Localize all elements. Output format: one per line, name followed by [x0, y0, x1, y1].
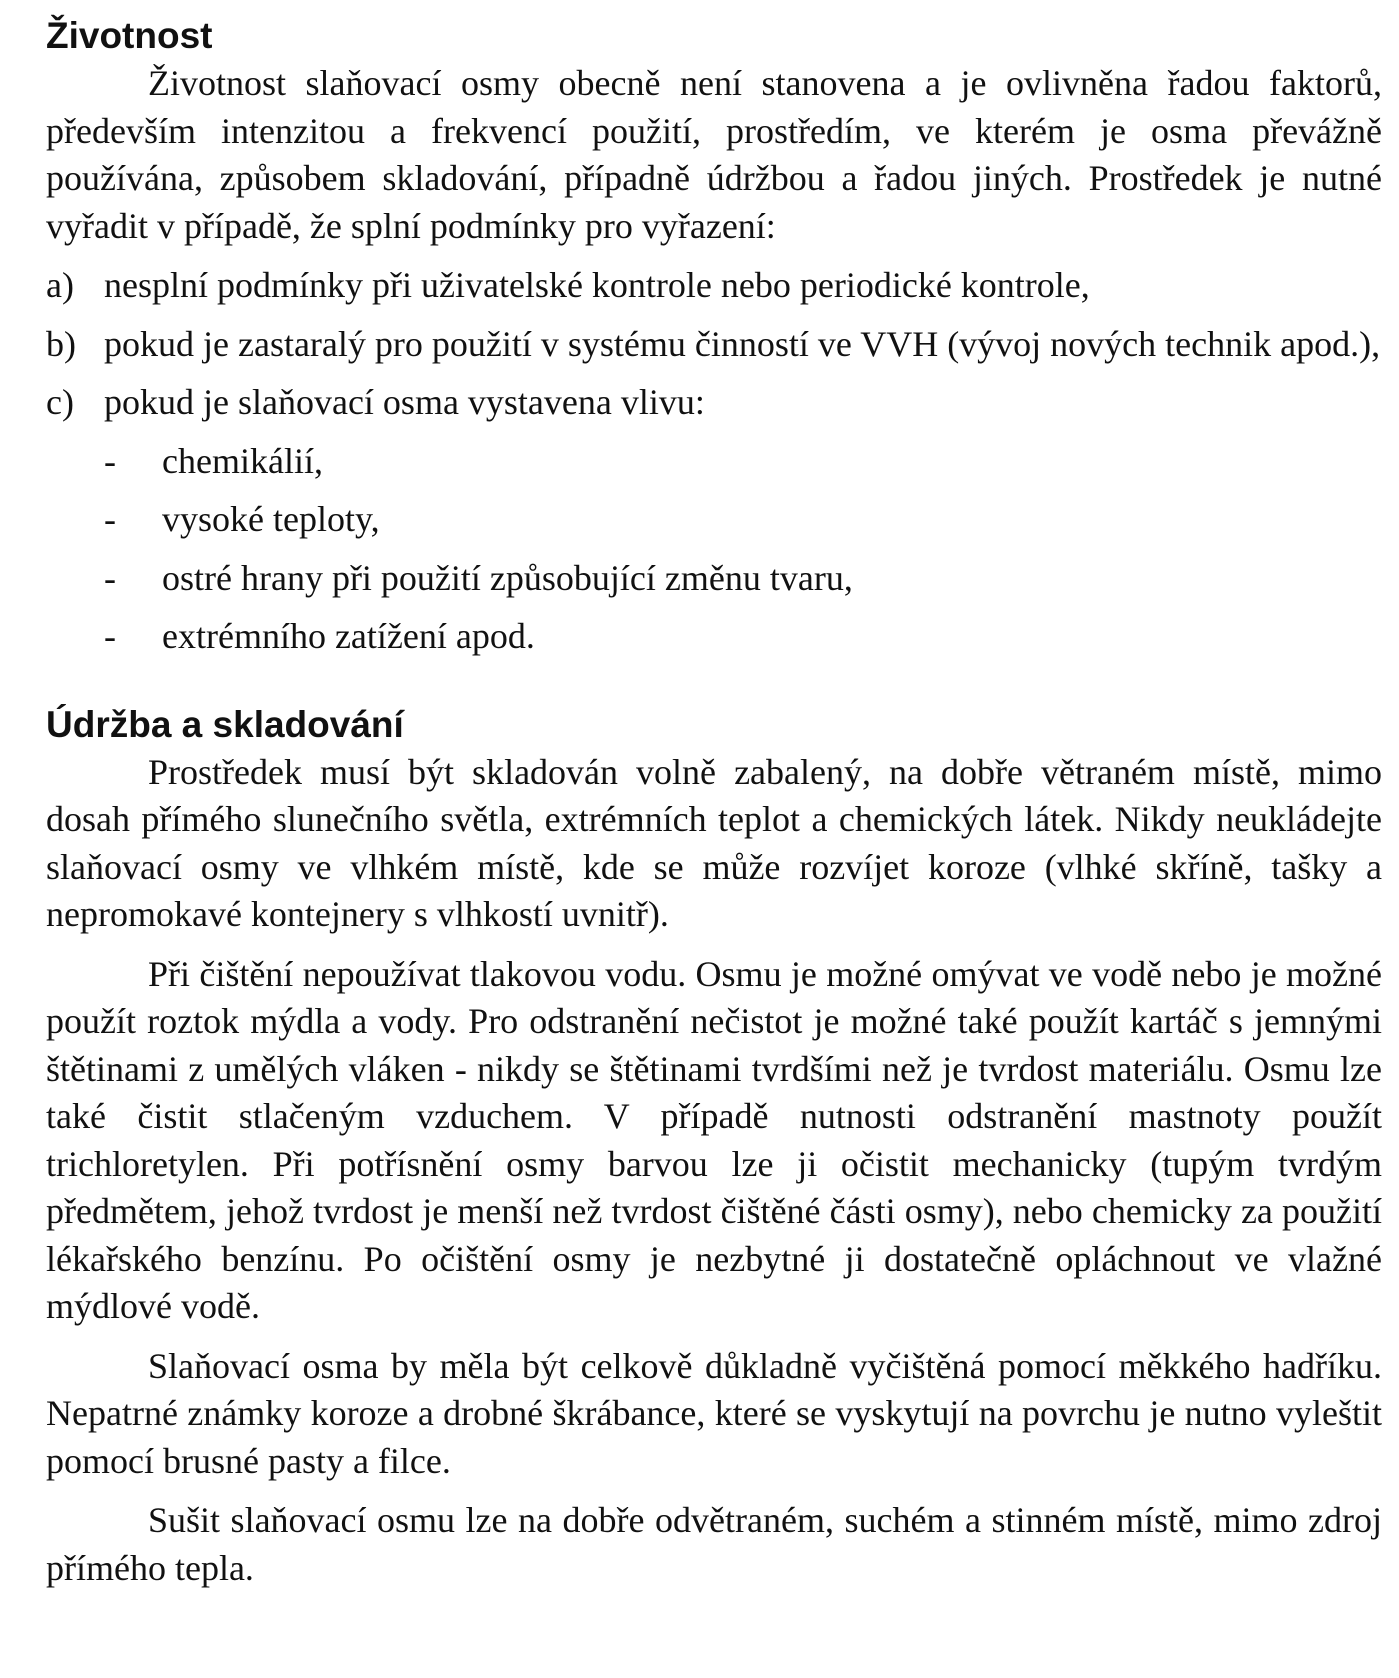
- discard-condition-item: [46, 262, 1382, 310]
- document-page: [46, 0, 1382, 1604]
- condition-text: nesplní podmínky při uživatelské kontrole nebo periodické kontrole,: [104, 265, 1090, 305]
- exposure-text: ostré hrany při použití způsobující změnu tvaru,: [162, 557, 853, 598]
- discard-conditions-list: [46, 262, 1382, 661]
- maintenance-paragraph: Sušit slaňovací osmu lze na dobře odvětraném, suchém a stinném místě, mimo zdroj přímého tepla.: [46, 1500, 1382, 1588]
- exposure-item: [104, 438, 1382, 486]
- list-marker: a): [46, 265, 74, 305]
- exposure-item: [104, 496, 1382, 544]
- dash-marker: -: [104, 616, 116, 656]
- condition-text: pokud je slaňovací osma vystavena vlivu:: [104, 382, 705, 422]
- exposure-text: extrémního zatížení apod.: [162, 616, 535, 656]
- section-heading-lifetime: Životnost: [46, 15, 213, 56]
- maintenance-paragraph: Při čištění nepoužívat tlakovou vodu. Osmu je možné omývat ve vodě nebo je možné použít roztok mýdla a vody. Pro odstranění nečistot je možné také použít kartáč s jemnými štětinami z umělých vláken - nikdy se štětinami tvrdšími než je tvrdost materiálu. Osmu lze také čistit stlačeným vzduchem. V případě nutnosti odstranění mastnoty použít trichloretylen. Při potřísnění osmy barvou lze ji očistit mechanicky (tupým tvrdým předmětem, jehož tvrdost je menší než tvrdost čištěné části osmy), nebo chemicky za použití lékařského benzínu. Po očištění osmy je nezbytné ji dostatečně opláchnout ve vlažné mýdlové vodě.: [46, 953, 1382, 1326]
- lifetime-intro-paragraph: Životnost slaňovací osmy obecně není stanovena a je ovlivněna řadou faktorů, především intenzitou a frekvencí použití, prostředím, ve kterém je osma převážně používána, způsobem skladování, případně údržbou a řadou jiných. Prostředek je nutné vyřadit v případě, že splní podmínky pro vyřazení:: [46, 63, 1382, 246]
- dash-marker: -: [104, 440, 116, 481]
- discard-condition-item: [46, 321, 1382, 369]
- maintenance-paragraph: Slaňovací osma by měla být celkově důkladně vyčištěná pomocí měkkého hadříku. Nepatrné známky koroze a drobné škrábance, které se vyskytují na povrchu je nutno vyleštit pomocí brusné pasty a filce.: [46, 1345, 1382, 1481]
- exposure-list: [104, 438, 1382, 661]
- discard-condition-item: [46, 379, 1382, 661]
- exposure-text: vysoké teploty,: [162, 499, 380, 539]
- exposure-item: [104, 613, 1382, 661]
- list-marker: b): [46, 323, 76, 364]
- exposure-item: [104, 555, 1382, 603]
- maintenance-paragraph: Prostředek musí být skladován volně zabalený, na dobře větraném místě, mimo dosah přímého slunečního světla, extrémních teplot a chemických látek. Nikdy neukládejte slaňovací osmy ve vlhkém místě, kde se může rozvíjet koroze (vlhké skříně, tašky a nepromokavé kontejnery s vlhkostí uvnitř).: [46, 751, 1382, 934]
- dash-marker: -: [104, 499, 116, 539]
- condition-text: pokud je zastaralý pro použití v systému činností ve VVH (vývoj nových technik apod.),: [104, 323, 1381, 364]
- dash-marker: -: [104, 557, 116, 598]
- section-heading-maintenance: Údržba a skladování: [46, 703, 404, 745]
- exposure-text: chemikálií,: [162, 440, 323, 481]
- list-marker: c): [46, 382, 74, 422]
